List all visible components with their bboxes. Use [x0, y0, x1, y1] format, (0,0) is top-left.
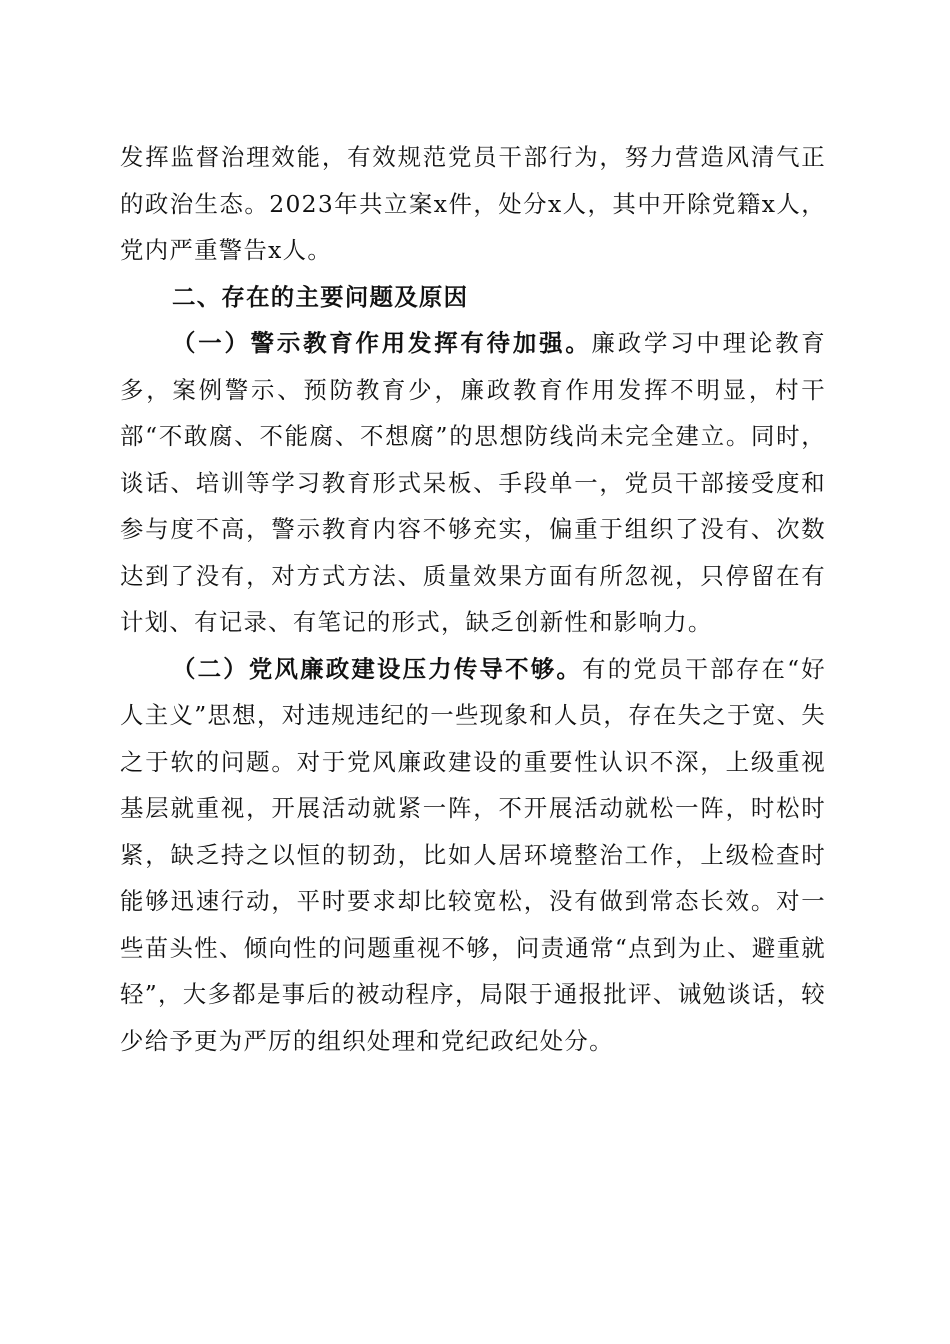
intro-paragraph: 发挥监督治理效能，有效规范党员干部行为，努力营造风清气正的政治生态。2023年共立案x件，处分x人，其中开除党籍x人，党内严重警告x人。 — [120, 143, 826, 264]
point-two-title: （二）党风廉政建设压力传导不够。 — [172, 654, 583, 683]
point-one-paragraph — [120, 320, 826, 646]
point-one-body: 廉政学习中理论教育多，案例警示、预防教育少，廉政教育作用发挥不明显，村干部“不敢腐、不能腐、不想腐”的思想防线尚未完全建立。同时，谈话、培训等学习教育形式呆板、手段单一，党员干部接受度和参与度不高，警示教育内容不够充实，偏重于组织了没有、次数达到了没有，对方式方法、质量效果方面有所忽视，只停留在有计划、有记录、有笔记的形式，缺乏创新性和影响力。 — [120, 329, 826, 636]
point-one-title: （一）警示教育作用发挥有待加强。 — [172, 329, 592, 357]
point-two-body: 有的党员干部存在“好人主义”思想，对违规违纪的一些现象和人员，存在失之于宽、失之于软的问题。对于党风廉政建设的重要性认识不深，上级重视基层就重视，开展活动就紧一阵，不开展活动就松一阵，时松时紧，缺乏持之以恒的韧劲，比如人居环境整治工作，上级检查时能够迅速行动，平时要求却比较宽松，没有做到常态长效。对一些苗头性、倾向性的问题重视不够，问责通常“点到为止、避重就轻”，大多都是事后的被动程序，局限于通报批评、诫勉谈话，较少给予更为严厉的组织处理和党纪政纪处分。 — [120, 654, 826, 1055]
document-page — [120, 134, 826, 1064]
section-heading: 二、存在的主要问题及原因 — [172, 282, 469, 311]
point-two-paragraph — [120, 646, 826, 1065]
